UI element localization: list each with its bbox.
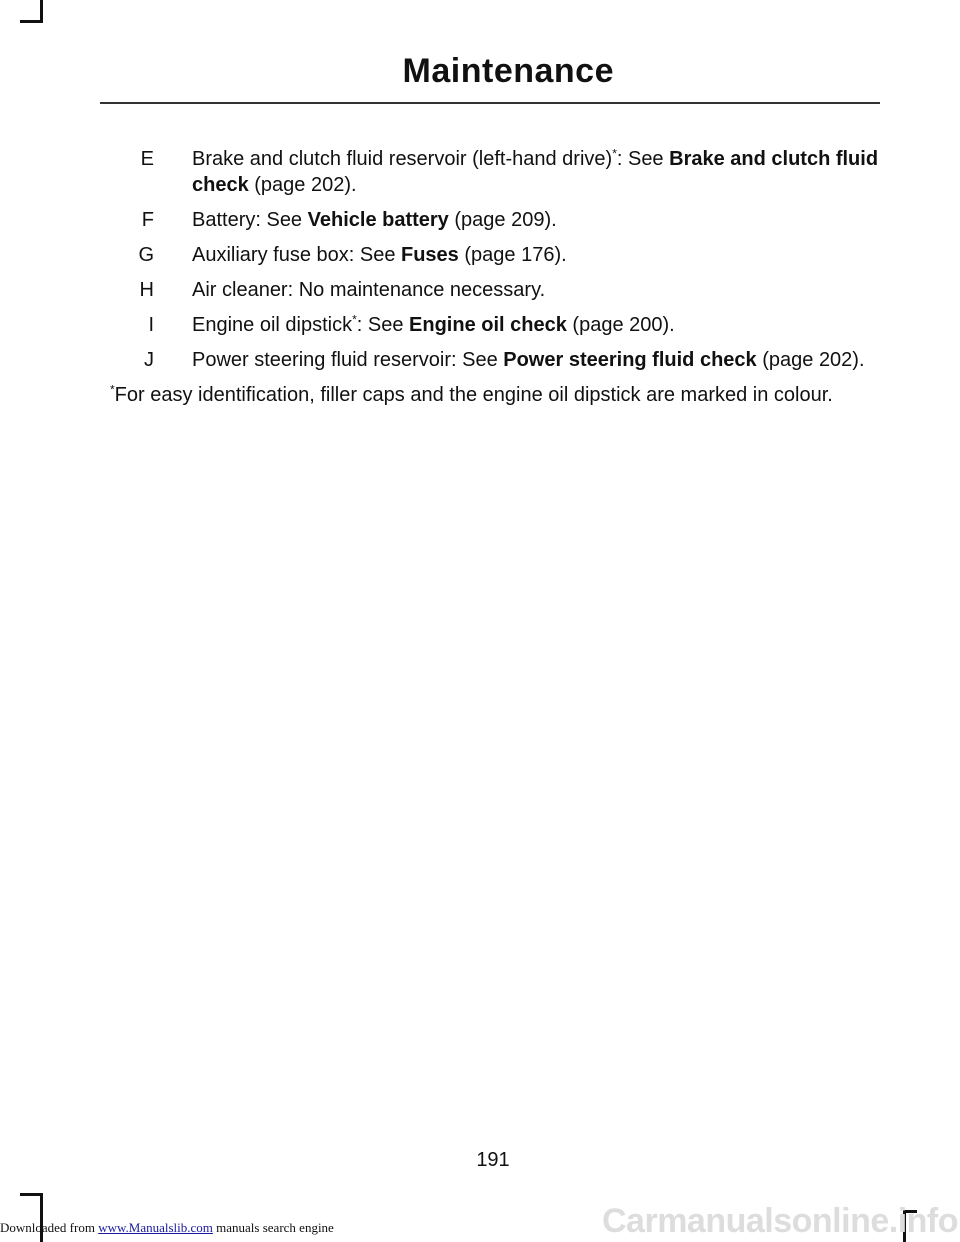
item-reference: Fuses <box>401 244 459 266</box>
list-item <box>110 347 880 373</box>
list-item <box>110 207 880 233</box>
item-text: Battery: See Vehicle battery (page 209). <box>192 209 557 231</box>
item-text: Air cleaner: No maintenance necessary. <box>192 279 546 301</box>
list-item <box>110 146 880 198</box>
watermark: Carmanualsonline.info <box>602 1202 958 1240</box>
title-rule <box>100 102 880 104</box>
footnote-text: For easy identification, filler caps and the engine oil dipstick are marked in colour. <box>114 384 833 406</box>
item-letter: E <box>140 148 154 170</box>
item-reference: Power steering fluid check <box>503 349 757 371</box>
item-text: Power steering fluid reservoir: See Power steering fluid check (page 202). <box>192 349 865 371</box>
page-number: 191 <box>476 1149 510 1171</box>
list-item <box>110 312 880 338</box>
list-item <box>110 277 880 303</box>
item-text: Brake and clutch fluid reservoir (left-hand drive)*: See Brake and clutch fluid check (page 202). <box>192 146 879 196</box>
item-letter: G <box>138 244 154 266</box>
footnote <box>110 382 870 408</box>
item-letter: H <box>139 279 154 301</box>
item-reference: Brake and clutch fluid check <box>192 148 879 196</box>
component-list <box>110 146 880 382</box>
manualslib-link[interactable]: www.Manualslib.com <box>98 1220 213 1235</box>
crop-mark-top-left-vertical <box>40 0 43 20</box>
item-reference: Vehicle battery <box>307 209 449 231</box>
item-text: Auxiliary fuse box: See Fuses (page 176). <box>192 244 567 266</box>
download-footer: Downloaded from www.Manualslib.com manuals search engine <box>0 1220 334 1235</box>
item-reference: Engine oil check <box>409 314 567 336</box>
item-text: Engine oil dipstick*: See Engine oil check (page 200). <box>192 312 675 336</box>
item-letter: I <box>148 314 154 336</box>
page-title: Maintenance <box>402 52 614 90</box>
item-letter: F <box>141 209 154 231</box>
list-item <box>110 242 880 268</box>
crop-mark-bottom-left-horizontal <box>20 1193 43 1196</box>
footnote-marker: * <box>110 382 115 397</box>
item-letter: J <box>144 349 154 371</box>
crop-mark-top-left-horizontal <box>20 20 43 23</box>
